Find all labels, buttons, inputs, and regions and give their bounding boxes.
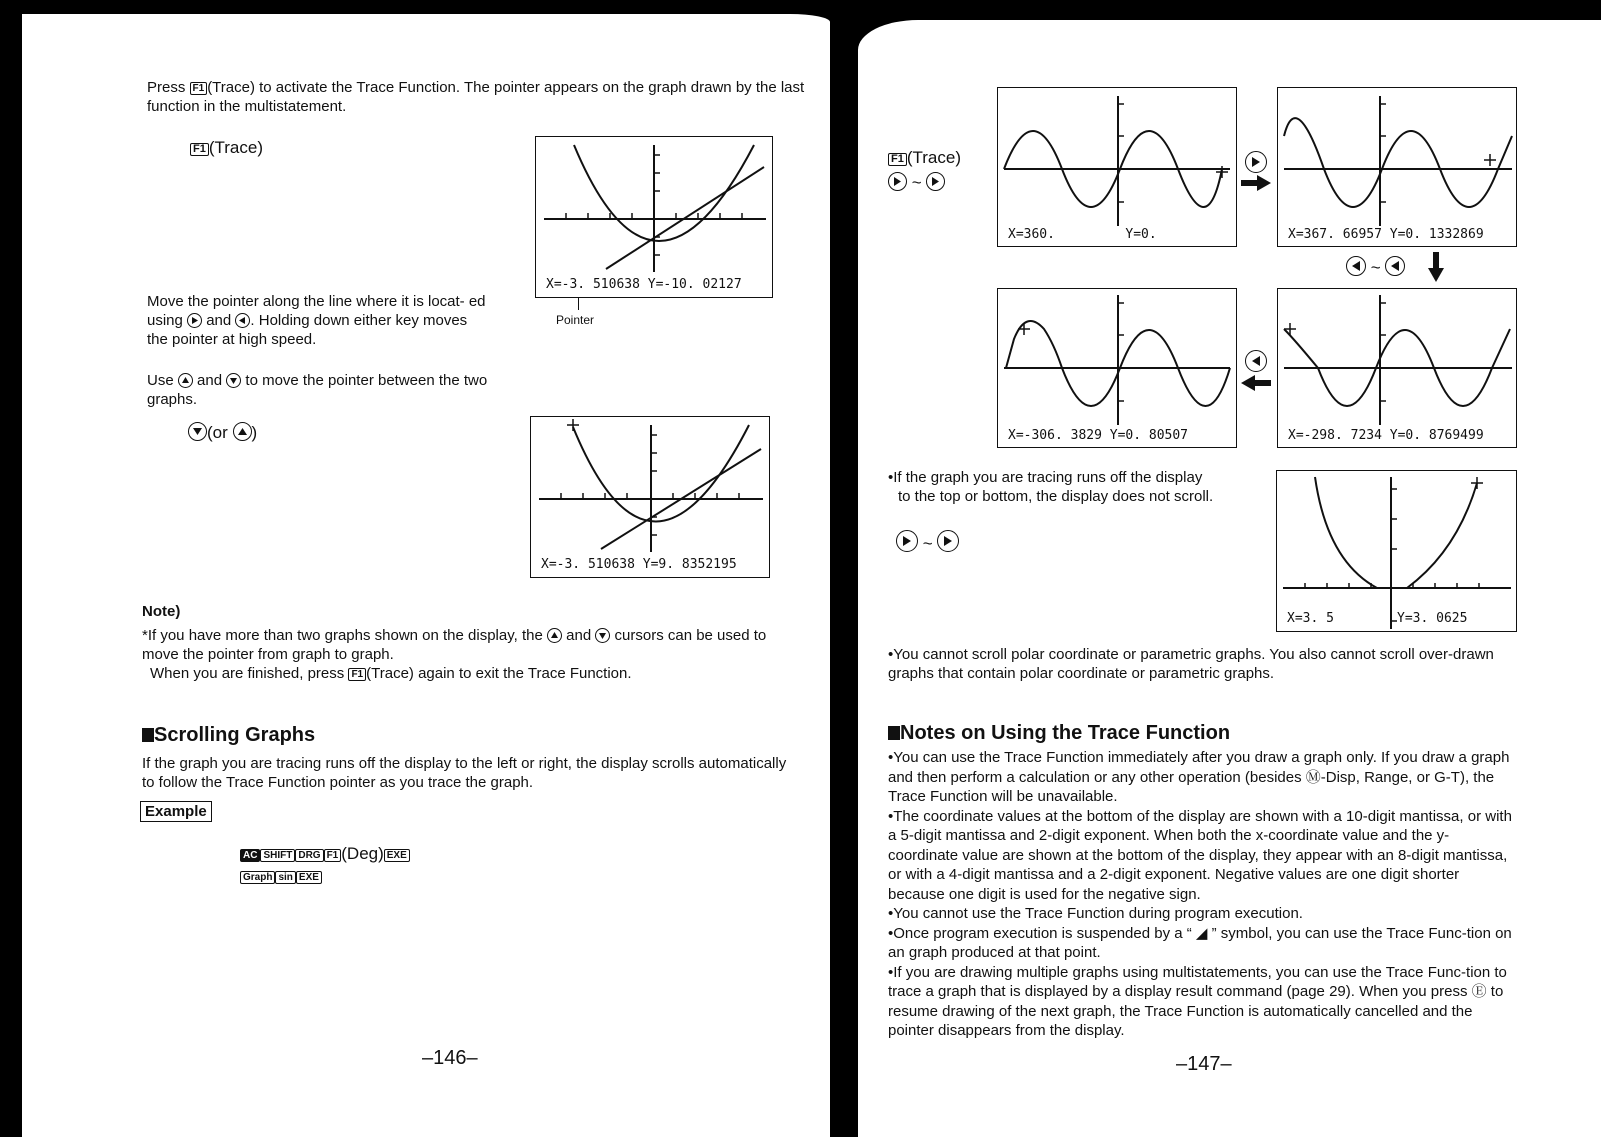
note-title: Note) <box>142 603 181 620</box>
intro-paragraph: Press F1 (Trace) to activate the Trace Function. The pointer appears on the graph drawn by the last function in the multistatement. <box>147 79 805 115</box>
right-cursor-icon <box>1245 151 1267 173</box>
page-number: –146– <box>422 1047 478 1069</box>
sine-screen-2 <box>1277 87 1517 247</box>
coordinate-readout: X=-298. 7234 Y=0. 8769499 <box>1288 428 1484 443</box>
up-cursor-icon <box>178 373 193 388</box>
arrow-left-icon <box>1241 375 1271 396</box>
coordinate-readout: X=360. Y=0. <box>1008 227 1157 242</box>
polar-note: •You cannot scroll polar coordinate or parametric graphs. You also cannot scroll over-drawn graphs that contain polar coordinate or parametric graphs. <box>888 646 1494 682</box>
down-cursor-icon <box>595 628 610 643</box>
trace-pointer <box>567 419 579 431</box>
graph-plot-1 <box>536 137 774 299</box>
right-cursor-sequence: ~ <box>888 172 945 192</box>
pointer-leader <box>578 298 579 310</box>
graph-screen-2 <box>530 416 770 578</box>
coordinate-readout: X=367. 66957 Y=0. 1332869 <box>1288 227 1484 242</box>
sine-screen-1 <box>997 87 1237 247</box>
key-sequence-line-2 <box>240 867 322 886</box>
up-cursor-icon <box>547 628 562 643</box>
left-cursor-icon <box>1245 350 1267 372</box>
note-item: •You can use the Trace Function immediately after you draw a graph only. If you draw a graph and then perform a calculation or any other operation (besides Ⓜ-Disp, Range, or G-T), the Trace Function will be unavailable. <box>888 749 1510 805</box>
note-item: •If you are drawing multiple graphs using multistatements, you can use the Trace Func-tion to trace a graph that is displayed by a display result command (page 29). When you press Ⓔ to resume drawing of the next graph, the Trace Function is automatically cancelled and the pointer disappears from the display. <box>888 963 1507 1039</box>
right-cursor-icon <box>926 172 945 191</box>
left-cursor-icon <box>1346 256 1366 276</box>
f1-key: F1 <box>348 668 366 681</box>
arrow-down-icon <box>1428 252 1444 287</box>
right-cursor-icon <box>888 172 907 191</box>
f1-key: F1 <box>190 82 208 95</box>
parabola-screen <box>1276 470 1517 632</box>
note-text: *If you have more than two graphs shown on the display, the and cursors can be used to move the pointer from graph to graph. <box>142 627 767 663</box>
pointer-label: Pointer <box>556 313 595 327</box>
down-or-up-instruction: (or ) <box>188 422 257 442</box>
coordinate-readout: X=-3. 510638 Y=9. 8352195 <box>541 557 737 572</box>
right-cursor-icon <box>896 530 918 552</box>
use-paragraph: Use and to move the pointer between the two graphs. <box>147 372 488 408</box>
right-cursor-sequence: ~ <box>896 530 959 553</box>
parabola-plot <box>1277 471 1518 633</box>
left-cursor-icon <box>1385 256 1405 276</box>
sine-plot-4 <box>1278 289 1518 449</box>
up-cursor-icon <box>233 422 252 441</box>
f1-key: F1 <box>324 849 342 862</box>
scrolling-graphs-heading: Scrolling Graphs <box>142 724 315 747</box>
graph-key: Graph <box>240 871 275 884</box>
f1-key: F1 <box>888 153 907 166</box>
left-page <box>22 14 830 1137</box>
right-cursor-icon <box>937 530 959 552</box>
example-label: Example <box>140 801 212 822</box>
square-bullet-icon <box>142 728 154 742</box>
shift-key: SHIFT <box>260 849 295 862</box>
sine-screen-4 <box>1277 288 1517 448</box>
exe-key: EXE <box>384 849 410 862</box>
note-finish: When you are finished, press F1 (Trace) again to exit the Trace Function. <box>150 665 632 682</box>
sine-plot-2 <box>1278 88 1518 248</box>
page-number: –147– <box>1176 1053 1232 1075</box>
graph-plot-2 <box>531 417 771 579</box>
sine-plot-3 <box>998 289 1238 449</box>
graph-screen-1 <box>535 136 773 298</box>
note-item: •Once program execution is suspended by a “ ◢ ” symbol, you can use the Trace Func-tion on an graph produced at that point. <box>888 924 1512 961</box>
notes-heading: Notes on Using the Trace Function <box>888 722 1230 745</box>
left-cursor-sequence: ~ <box>1346 256 1405 278</box>
ac-key: AC <box>240 849 260 862</box>
key-sequence-line-1: AC SHIFT DRG F1 (Deg) EXE <box>240 844 410 863</box>
coordinate-x-readout: X=3. 5 <box>1287 611 1334 626</box>
move-paragraph: Move the pointer along the line where it is locat- ed using and . Holding down either key moves the pointer at high speed. <box>147 293 486 348</box>
exe-key: EXE <box>296 871 322 884</box>
trace-instruction: F1 (Trace) <box>190 138 263 157</box>
square-bullet-icon <box>888 726 900 740</box>
note-item: •You cannot use the Trace Function during program execution. <box>888 905 1303 922</box>
arrow-right-icon <box>1241 175 1271 196</box>
f1-key: F1 <box>190 143 209 156</box>
offscreen-note: •If the graph you are tracing runs off the display to the top or bottom, the display does not scroll. <box>888 469 1214 505</box>
sine-plot-1 <box>998 88 1238 248</box>
right-page <box>858 20 1601 1137</box>
coordinate-y-readout: Y=3. 0625 <box>1397 611 1468 626</box>
down-cursor-icon <box>188 422 207 441</box>
note-item: •The coordinate values at the bottom of the display are shown with a 10-digit mantissa, or with a 5-digit mantissa and 2-digit exponent. When both the x-coordinate value and the y-coordinate value are shown at the bottom of the display, they appear with an 8-digit mantissa, or with a 4-digit mantissa and a 2-digit exponent. Negative values are one digit shorter because one digit is used for the negative sign. <box>888 807 1512 903</box>
sin-key: sin <box>275 871 295 884</box>
coordinate-readout: X=-306. 3829 Y=0. 80507 <box>1008 428 1189 443</box>
left-cursor-icon <box>235 313 250 328</box>
scroll-paragraph: If the graph you are tracing runs off the display to the left or right, the display scrolls automatically to follow the Trace Function pointer as you trace the graph. <box>142 755 787 791</box>
drg-key: DRG <box>295 849 323 862</box>
right-cursor-icon <box>187 313 202 328</box>
notes-list <box>888 748 1518 1041</box>
sine-screen-3 <box>997 288 1237 448</box>
trace-instruction: F1 (Trace) <box>888 148 961 167</box>
down-cursor-icon <box>226 373 241 388</box>
coordinate-readout: X=-3. 510638 Y=-10. 02127 <box>546 277 742 292</box>
